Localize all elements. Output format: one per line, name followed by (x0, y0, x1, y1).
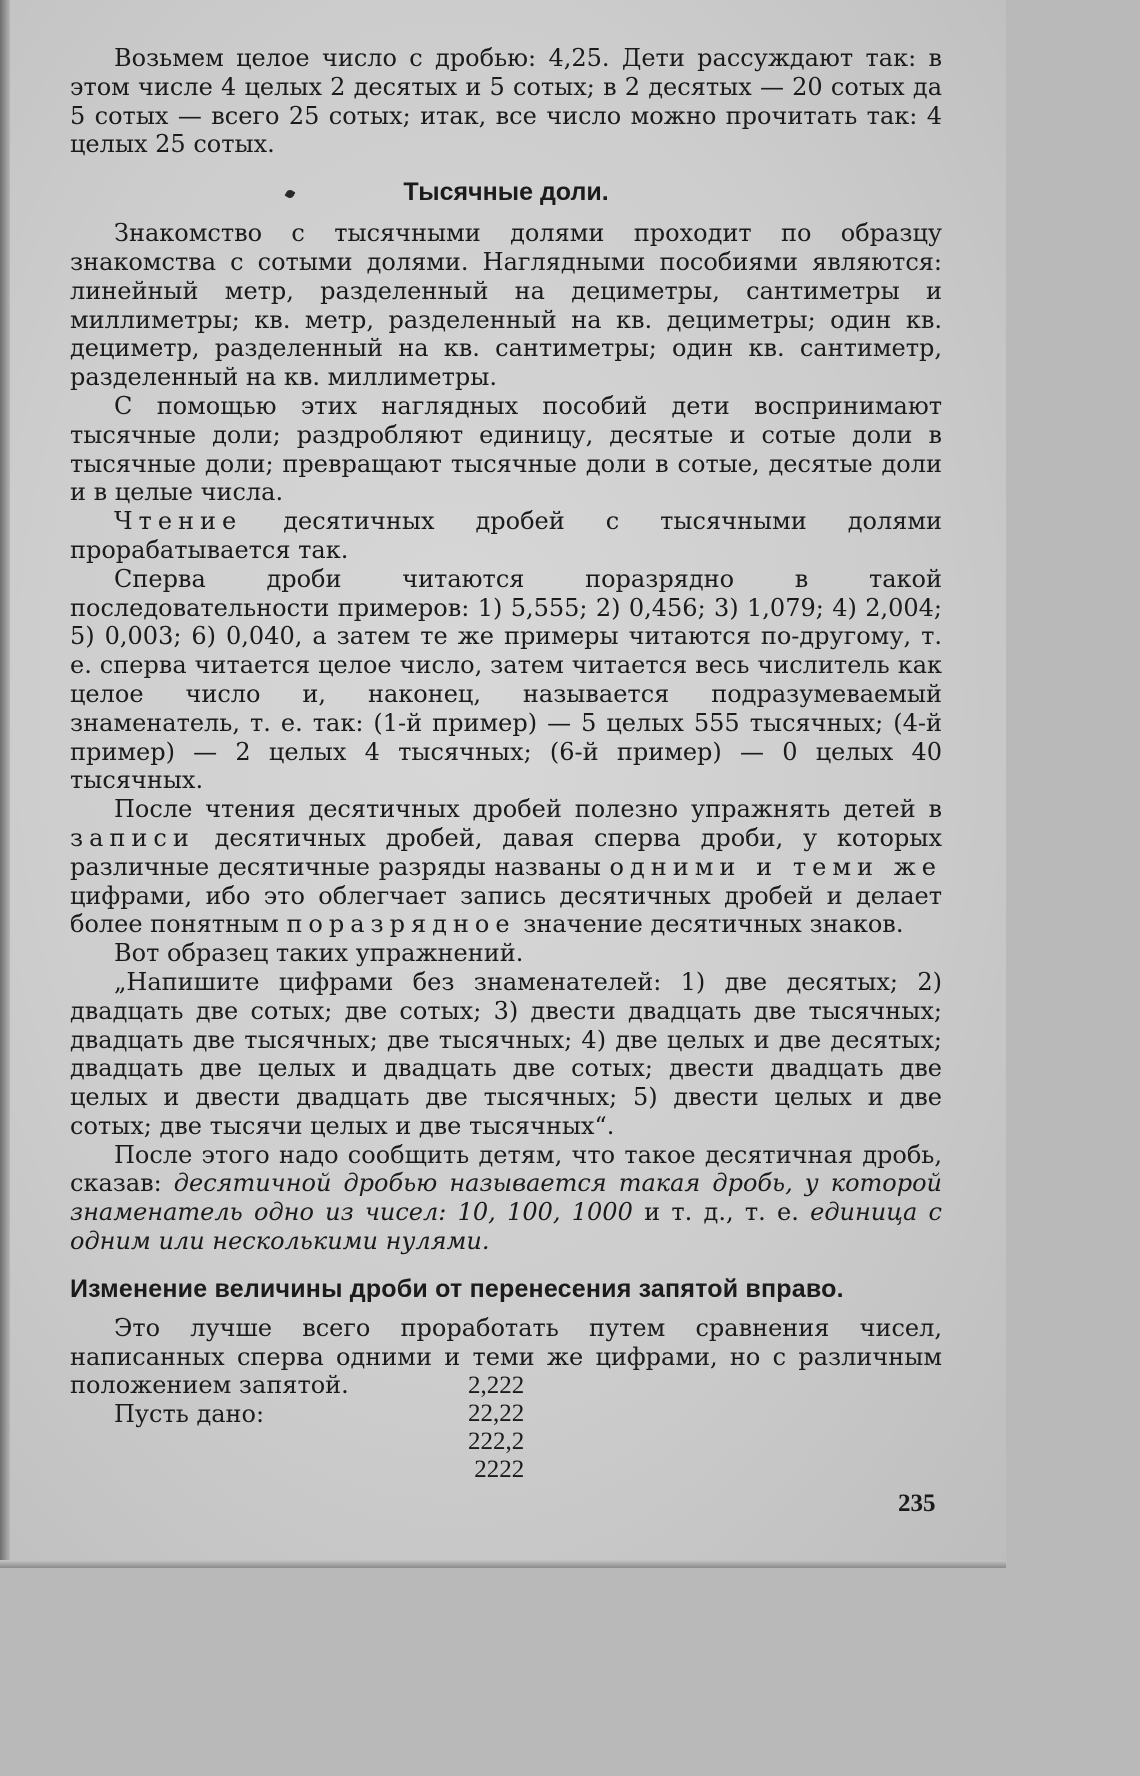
spaced-word-reading: Чтение (114, 507, 243, 536)
paragraph-visual-aids: Знакомство с тысячными долями проходит по образцу знакомства с сотыми долями. Наглядными пособиями являются: линейный метр, разделенный на дециметры, сантиметры и миллиметры; кв. метр, разделенный на кв. дециметры; один кв. дециметр, разделенный на кв. сантиметры; один кв. сантиметр, разделенный на кв. миллиметры. (70, 219, 942, 392)
section-heading-thousandths: Тысячные доли. (403, 178, 609, 207)
paragraph-sample-intro: Вот образец таких упражнений. (114, 939, 524, 968)
text-run: цифрами, ибо это облегчает запись десятичных дробей и делает более понятным (70, 881, 942, 939)
paragraph-given: Пусть дано: (114, 1400, 265, 1429)
paragraph-comparison: Это лучше всего проработать путем сравнения чисел, написанных сперва одними и теми же цифрами, но с различным положением запятой. (70, 1313, 942, 1400)
definition-italic-end: единица с одним или несколькими нулями. (70, 1198, 943, 1256)
number-line: 2,222 (468, 1372, 525, 1399)
number-line: 222,2 (468, 1428, 525, 1455)
text-run: и т. д., т. е. (632, 1198, 811, 1227)
paragraph-examples: Сперва дроби читаются поразрядно в такой последовательности примеров: 1) 5,555; 2) 0,456; 3) 1,079; 4) 2,004; 5) 0,003; 6) 0,040, а затем те же примеры читаются по-другому, т. е. сперва читается целое число, затем читается весь числитель как целое число и, наконец, называется подразумеваемый знаменатель, т. е. так: (1-й пример) — 5 целых 555 тысячных; (4-й пример) — 2 целых 4 тысячных; (6-й пример) — 0 целых 40 тысячных. (70, 564, 942, 795)
text-run: После этого надо сообщить детям, что такое десятичная дробь, сказав: (70, 1140, 942, 1198)
number-line: 2222 (474, 1456, 525, 1483)
text-run: После чтения десятичных дробей полезно упражнять детей в (114, 795, 942, 824)
number-column (420, 1372, 524, 1484)
spaced-phrase-same: одними и теми же (609, 852, 942, 881)
text-run: десятичных дробей, давая сперва дроби, у которых различные десятичные разряды названы (70, 823, 942, 881)
paragraph-reading-rest: десятичных дробей с тысячными долями прорабатывается так. (70, 507, 942, 564)
definition-italic: десятичной дробью называется такая дробь, у которой знаменатель одно из чисел: 10, 100, 1000 (70, 1169, 943, 1227)
paragraph-reading (70, 507, 942, 565)
number-line: 22,22 (468, 1400, 525, 1427)
page-text (70, 44, 942, 1429)
paragraph-intro: Возьмем целое число с дробью: 4,25. Дети рассуждают так: в этом числе 4 целых 2 десятых и 5 сотых; в 2 десятых — 20 сотых да 5 сотых — всего 25 сотых; итак, все число можно прочитать так: 4 целых 25 сотых. (70, 44, 942, 159)
text-run: значение десятичных знаков. (515, 910, 904, 939)
paragraph-exercise-quote: „Напишите цифрами без знаменателей: 1) две десятых; 2) двадцать две сотых; две сотых; 3) двести двадцать две тысячных; двадцать две тысячных; две тысячных; 4) две целых и две десятых; двадцать две целых и двадцать две сотых; двести двадцать две целых и двести двадцать две тысячных; 5) двести целых и две сотых; две тысячи целых и две тысячных“. (70, 967, 942, 1140)
section-heading-comma-shift: Изменение величины дроби от перенесения запятой вправо. (70, 1274, 844, 1303)
page-number: 235 (898, 1490, 936, 1517)
paragraph-writing (70, 795, 942, 939)
spaced-word-positional: поразрядное (286, 910, 516, 939)
paragraph-perception: С помощью этих наглядных пособий дети воспринимают тысячные доли; раздробляют единицу, десятые и сотые доли в тысячные доли; превращают тысячные доли в сотые, десятые доли и в целые числа. (70, 391, 942, 507)
paragraph-definition (70, 1141, 942, 1256)
spaced-word-writing: записи (70, 823, 195, 852)
